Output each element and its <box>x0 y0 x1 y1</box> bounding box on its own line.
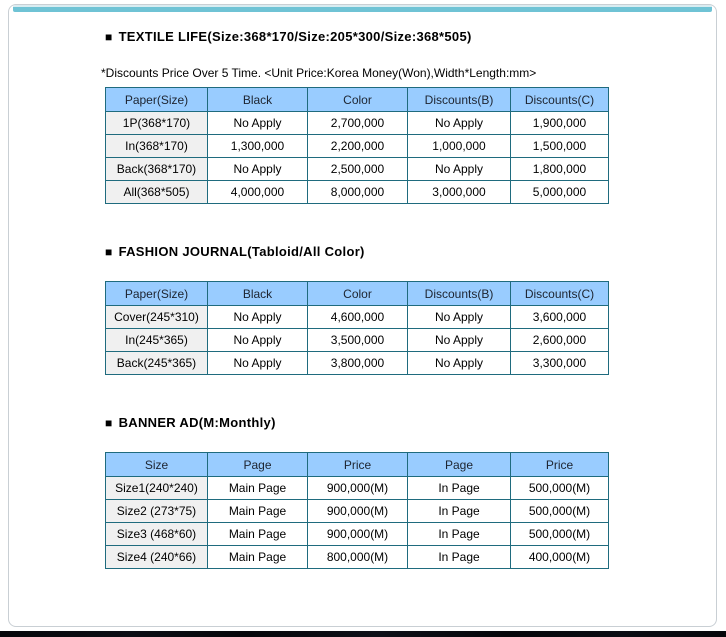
sections-root <box>101 29 706 569</box>
value-cell: 800,000(M) <box>308 546 408 569</box>
table-row <box>106 500 609 523</box>
row-label-cell: Size2 (273*75) <box>106 500 208 523</box>
value-cell: 900,000(M) <box>308 500 408 523</box>
column-header: Black <box>208 88 308 112</box>
value-cell: 500,000(M) <box>511 523 609 546</box>
table-row <box>106 352 609 375</box>
value-cell: 500,000(M) <box>511 500 609 523</box>
value-cell: No Apply <box>408 112 511 135</box>
value-cell: No Apply <box>408 306 511 329</box>
value-cell: 1,300,000 <box>208 135 308 158</box>
accent-bar <box>13 5 712 12</box>
column-header: Paper(Size) <box>106 88 208 112</box>
value-cell: 900,000(M) <box>308 477 408 500</box>
square-bullet-icon: ■ <box>105 416 113 430</box>
value-cell: No Apply <box>408 352 511 375</box>
price-table <box>105 452 609 569</box>
value-cell: 4,000,000 <box>208 181 308 204</box>
column-header: Price <box>308 453 408 477</box>
value-cell: 8,000,000 <box>308 181 408 204</box>
column-header: Color <box>308 282 408 306</box>
table-row <box>106 477 609 500</box>
taskbar-edge <box>0 631 726 637</box>
row-label-cell: In(245*365) <box>106 329 208 352</box>
section-title-text: FASHION JOURNAL(Tabloid/All Color) <box>118 244 365 259</box>
row-label-cell: Size4 (240*66) <box>106 546 208 569</box>
value-cell: Main Page <box>208 500 308 523</box>
value-cell: 3,500,000 <box>308 329 408 352</box>
value-cell: In Page <box>408 523 511 546</box>
column-header: Page <box>408 453 511 477</box>
value-cell: No Apply <box>208 306 308 329</box>
value-cell: No Apply <box>208 158 308 181</box>
value-cell: Main Page <box>208 546 308 569</box>
column-header: Discounts(B) <box>408 88 511 112</box>
value-cell: No Apply <box>208 329 308 352</box>
square-bullet-icon: ■ <box>105 30 113 44</box>
price-table <box>105 87 609 204</box>
section-note: *Discounts Price Over 5 Time. <Unit Price:Korea Money(Won),Width*Length:mm> <box>101 66 537 80</box>
column-header: Discounts(C) <box>511 282 609 306</box>
value-cell: 900,000(M) <box>308 523 408 546</box>
column-header: Price <box>511 453 609 477</box>
value-cell: 3,300,000 <box>511 352 609 375</box>
section <box>105 244 706 375</box>
column-header: Black <box>208 282 308 306</box>
section-title <box>105 29 706 44</box>
value-cell: No Apply <box>408 329 511 352</box>
value-cell: 4,600,000 <box>308 306 408 329</box>
row-label-cell: Size3 (468*60) <box>106 523 208 546</box>
value-cell: 3,600,000 <box>511 306 609 329</box>
section-title <box>105 415 706 430</box>
header-row <box>106 88 609 112</box>
value-cell: No Apply <box>408 158 511 181</box>
value-cell: 2,200,000 <box>308 135 408 158</box>
column-header: Color <box>308 88 408 112</box>
table-row <box>106 546 609 569</box>
square-bullet-icon: ■ <box>105 245 113 259</box>
table-row <box>106 158 609 181</box>
row-label-cell: Cover(245*310) <box>106 306 208 329</box>
table-row <box>106 306 609 329</box>
column-header: Paper(Size) <box>106 282 208 306</box>
price-table <box>105 281 609 375</box>
value-cell: Main Page <box>208 477 308 500</box>
section-title-text: TEXTILE LIFE(Size:368*170/Size:205*300/Size:368*505) <box>118 29 472 44</box>
section <box>105 415 706 569</box>
header-row <box>106 282 609 306</box>
value-cell: 1,500,000 <box>511 135 609 158</box>
value-cell: No Apply <box>208 352 308 375</box>
row-label-cell: In(368*170) <box>106 135 208 158</box>
value-cell: In Page <box>408 546 511 569</box>
value-cell: Main Page <box>208 523 308 546</box>
row-label-cell: Back(368*170) <box>106 158 208 181</box>
value-cell: 1,000,000 <box>408 135 511 158</box>
value-cell: In Page <box>408 477 511 500</box>
table-row <box>106 112 609 135</box>
column-header: Discounts(B) <box>408 282 511 306</box>
value-cell: 2,600,000 <box>511 329 609 352</box>
content-panel <box>8 4 717 627</box>
table-row <box>106 329 609 352</box>
section-title <box>105 244 706 259</box>
row-label-cell: All(368*505) <box>106 181 208 204</box>
row-label-cell: Back(245*365) <box>106 352 208 375</box>
section <box>101 29 706 204</box>
value-cell: 500,000(M) <box>511 477 609 500</box>
table-row <box>106 135 609 158</box>
section-title-text: BANNER AD(M:Monthly) <box>118 415 276 430</box>
table-row <box>106 523 609 546</box>
value-cell: 400,000(M) <box>511 546 609 569</box>
value-cell: 3,000,000 <box>408 181 511 204</box>
value-cell: 2,500,000 <box>308 158 408 181</box>
table-row <box>106 181 609 204</box>
row-label-cell: 1P(368*170) <box>106 112 208 135</box>
value-cell: 1,900,000 <box>511 112 609 135</box>
row-label-cell: Size1(240*240) <box>106 477 208 500</box>
value-cell: 5,000,000 <box>511 181 609 204</box>
header-row <box>106 453 609 477</box>
column-header: Discounts(C) <box>511 88 609 112</box>
column-header: Size <box>106 453 208 477</box>
value-cell: No Apply <box>208 112 308 135</box>
value-cell: In Page <box>408 500 511 523</box>
column-header: Page <box>208 453 308 477</box>
value-cell: 3,800,000 <box>308 352 408 375</box>
value-cell: 1,800,000 <box>511 158 609 181</box>
value-cell: 2,700,000 <box>308 112 408 135</box>
